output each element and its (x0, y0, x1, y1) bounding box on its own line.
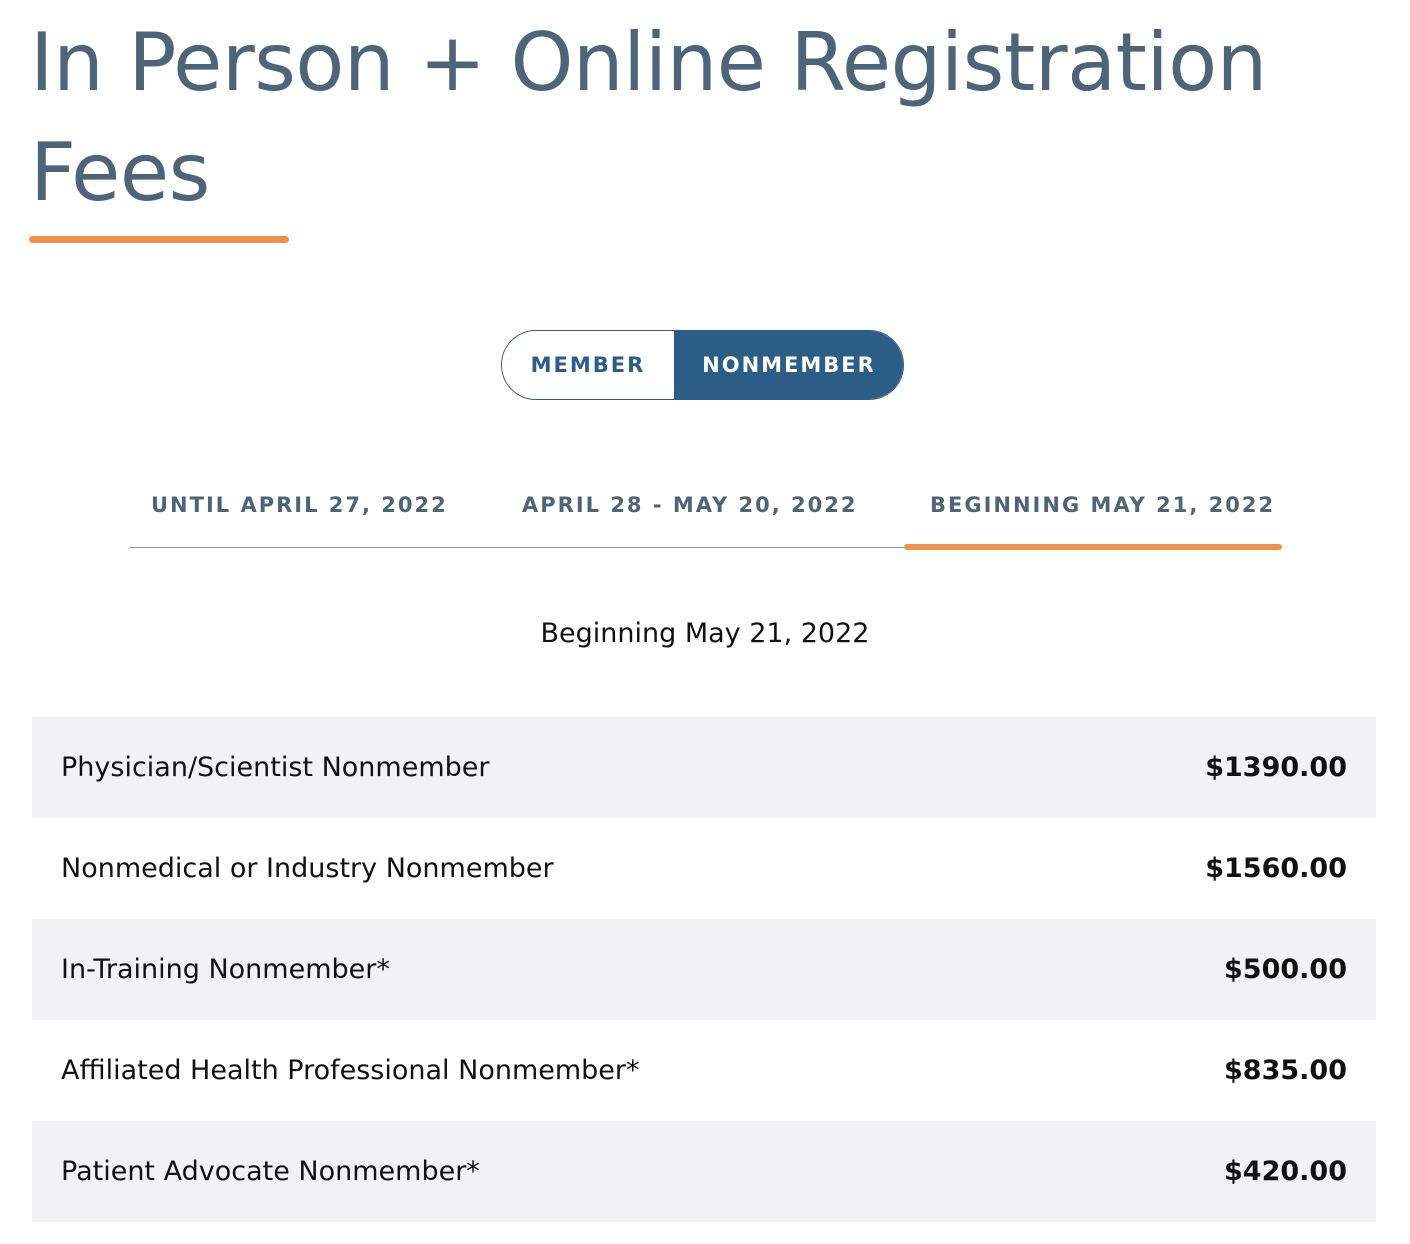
period-tabs (129, 480, 1282, 550)
fee-label: Affiliated Health Professional Nonmember* (61, 1055, 640, 1086)
tabs-divider (129, 547, 909, 548)
fee-row (32, 717, 1376, 818)
member-toggle-button[interactable]: MEMBER (502, 331, 675, 399)
fee-label: In-Training Nonmember* (61, 954, 390, 985)
tab-april-28-may-20[interactable]: APRIL 28 - MAY 20, 2022 (522, 493, 858, 517)
title-underline (29, 236, 289, 243)
fee-row (32, 1020, 1376, 1121)
fee-row (32, 818, 1376, 919)
tab-until-april-27[interactable]: UNTIL APRIL 27, 2022 (151, 493, 448, 517)
period-heading: Beginning May 21, 2022 (540, 618, 870, 649)
fee-label: Physician/Scientist Nonmember (61, 752, 490, 783)
fee-row (32, 919, 1376, 1020)
fee-price: $835.00 (1224, 1055, 1347, 1086)
active-tab-indicator (904, 544, 1282, 550)
fee-price: $420.00 (1224, 1156, 1347, 1187)
fee-price: $1560.00 (1205, 853, 1347, 884)
fee-row (32, 1121, 1376, 1222)
membership-toggle[interactable] (501, 330, 904, 400)
fee-price: $1390.00 (1205, 752, 1347, 783)
nonmember-toggle-button[interactable]: NONMEMBER (675, 331, 903, 399)
fee-price: $500.00 (1224, 954, 1347, 985)
fee-label: Nonmedical or Industry Nonmember (61, 853, 554, 884)
fee-table (32, 717, 1376, 1222)
tab-beginning-may-21[interactable]: BEGINNING MAY 21, 2022 (930, 493, 1276, 517)
fee-label: Patient Advocate Nonmember* (61, 1156, 480, 1187)
page-title: In Person + Online Registration Fees (30, 16, 1267, 219)
